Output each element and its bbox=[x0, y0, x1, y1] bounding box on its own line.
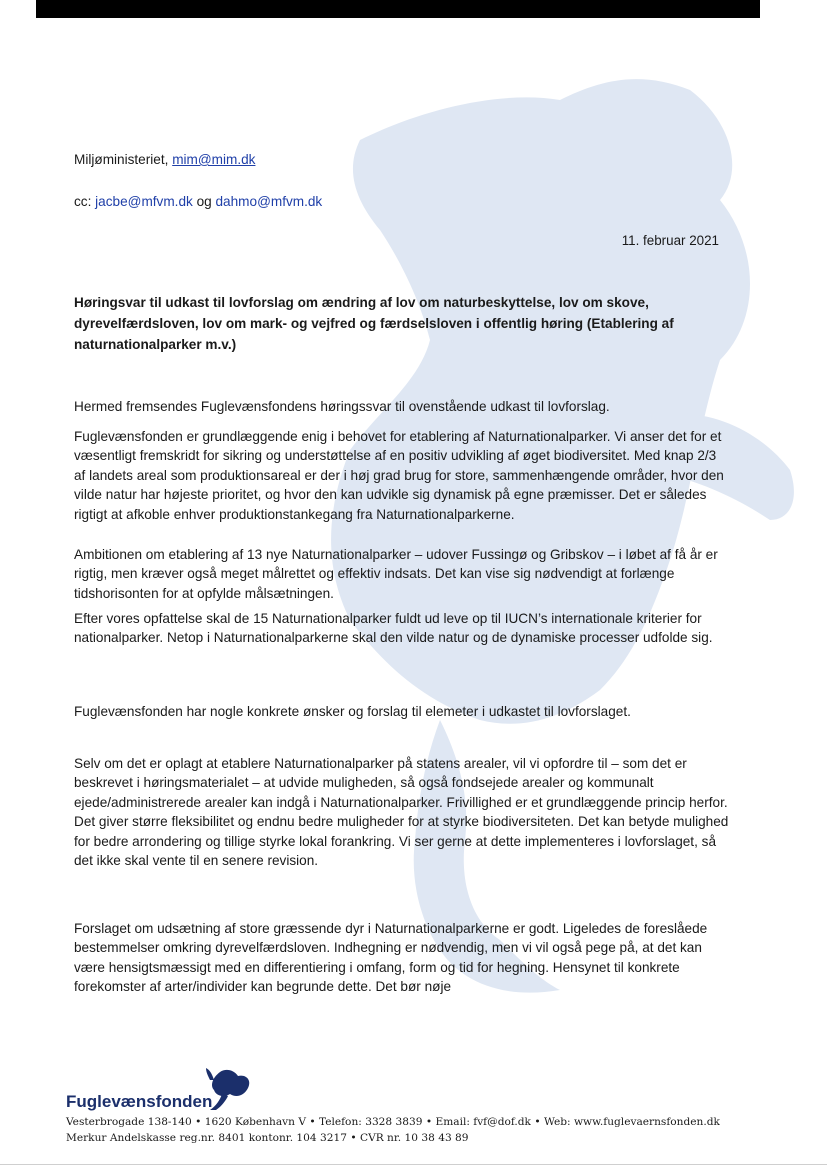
paragraph-6: Selv om det er oplagt at etablere Naturnationalparker på statens arealer, vil vi opfordre til – som det er beskrevet i høringsmaterialet – at udvide muligheden, så også fondsejede arealer og kommunalt ejede/administrerede arealer kan indgå i Naturnationalparker. Frivillighed er et grundlæggende princip herfor. Det giver større fleksibilitet og endnu bedre muligheder for at styrke biodiversiteten. Det kan betyde mulighed for bedre arrondering og tillige styrke lokal forankring. Vi ser gerne at dette implementeres i lovforslaget, så det ikke skal vente til en senere revision. bbox=[74, 756, 729, 869]
page-bottom-edge bbox=[0, 1164, 827, 1165]
paragraph-5: Fuglevænsfonden har nogle konkrete ønsker og forslag til elemeter i udkastet til lovforslaget. bbox=[74, 704, 631, 719]
cc-email-2-link[interactable]: dahmo@mfvm.dk bbox=[215, 194, 323, 209]
cc-email-1-link[interactable]: jacbe@mfvm.dk bbox=[95, 194, 193, 209]
recipient-line bbox=[74, 152, 255, 167]
cc-line bbox=[74, 194, 322, 209]
paragraph-2: Fuglevænsfonden er grundlæggende enig i behovet for etablering af Naturnationalparker. Vi anser det for et væsentligt fremskridt for sikring og understøttelse af en positiv udvikling af øget biodiversitet. Med knap 2/3 af landets areal som produktionsareal er der i høj grad brug for store, sammenhængende områder, hvor den vilde natur har højeste prioritet, og hvor den kan udvikle sig dynamisk på egne præmisser. Det er således rigtigt at afkoble enhver produktionstankegang fra Naturnationalparkerne. bbox=[74, 429, 724, 522]
cc-prefix: cc: bbox=[74, 194, 96, 209]
footer-bank-line: Merkur Andelskasse reg.nr. 8401 kontonr. 104 3217 • CVR nr. 10 38 43 89 bbox=[66, 1132, 469, 1144]
paragraph-7: Forslaget om udsætning af store græssende dyr i Naturnationalparkerne er godt. Ligeledes de foreslåede bestemmelser omkring dyrevelfærdsloven. Indhegning er nødvendig, men vi vil også pege på, at det kan være hensigtsmæssigt med en differentiering i omfang, form og tid for hegning. Hensynet til konkrete forekomster af arter/individer kan begrunde dette. Det bør nøje bbox=[74, 921, 708, 995]
recipient-name: Miljøministeriet, bbox=[74, 152, 173, 167]
footer-address-line: Vesterbrogade 138-140 • 1620 København V • Telefon: 3328 3839 • Email: fvf@dof.dk • Web: www.fuglevaernsfonden.dk bbox=[66, 1116, 720, 1128]
cc-joiner: og bbox=[192, 194, 216, 209]
recipient-email-link[interactable]: mim@mim.dk bbox=[172, 152, 256, 167]
paragraph-1: Hermed fremsendes Fuglevænsfondens høringssvar til ovenstående udkast til lovforslag. bbox=[74, 399, 610, 414]
paragraph-3: Ambitionen om etablering af 13 nye Naturnationalparker – udover Fussingø og Gribskov – i løbet af få år er rigtig, men kræver også meget målrettet og effektiv indsats. Det kan vise sig nødvendigt at forlænge tidshorisonten for at opfylde målsætningen. bbox=[74, 547, 718, 601]
letter-heading: Høringsvar til udkast til lovforslag om ændring af lov om naturbeskyttelse, lov om skove, dyrevelfærdsloven, lov om mark- og vejfred og færdselsloven i offentlig høring (Etablering af naturnationalparker m.v.) bbox=[74, 295, 674, 352]
footer-logo-text: Fuglevænsfonden bbox=[66, 1092, 213, 1111]
letter-date: 11. februar 2021 bbox=[621, 233, 719, 248]
paragraph-4: Efter vores opfattelse skal de 15 Naturnationalparker fuldt ud leve op til IUCN’s internationale kriterier for nationalparker. Netop i Naturnationalparkerne skal den vilde natur og de dynamiske processer udfolde sig. bbox=[74, 611, 713, 646]
